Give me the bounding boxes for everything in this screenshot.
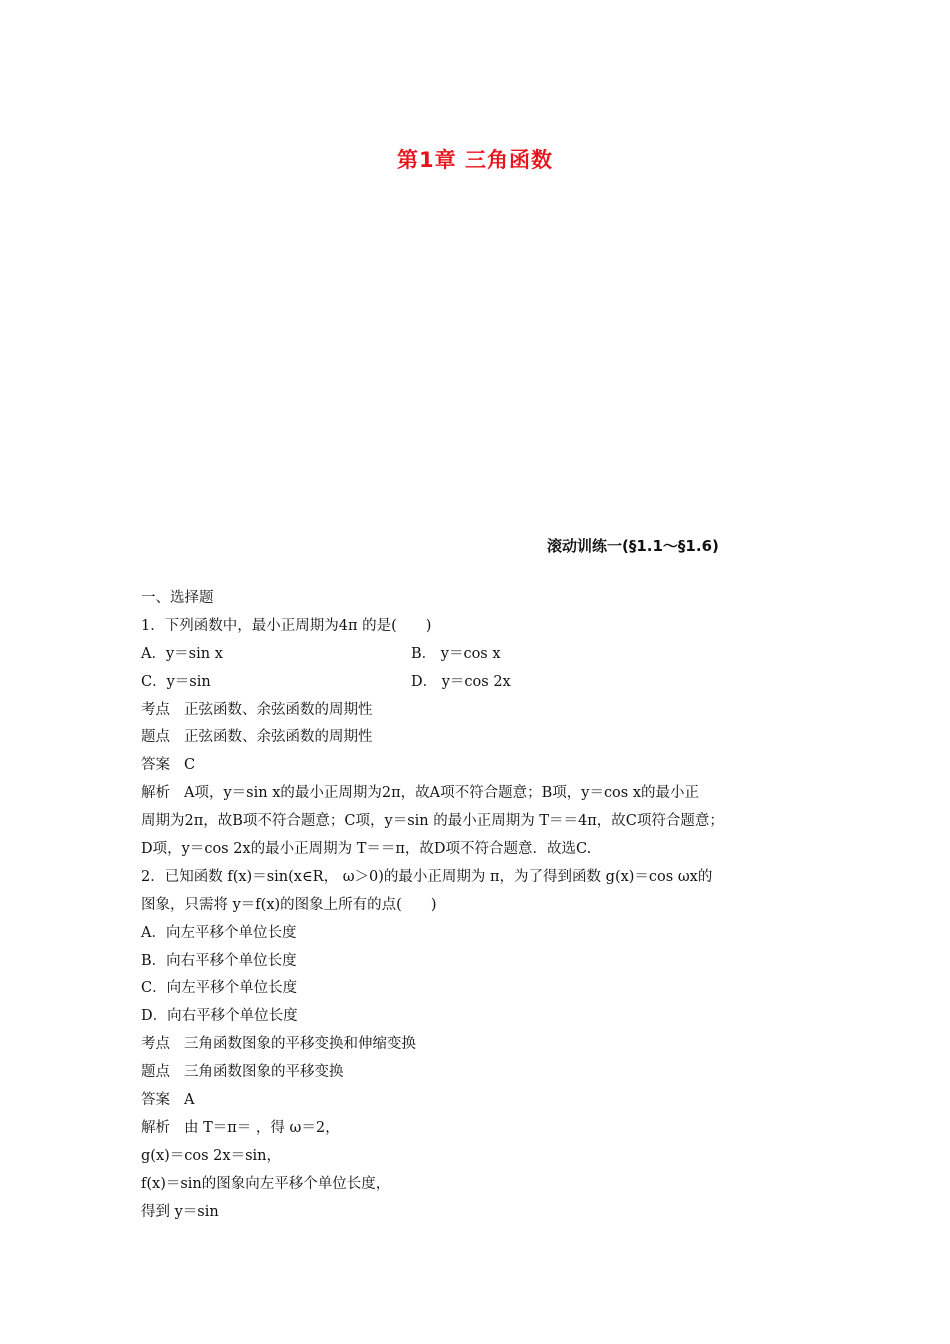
q1-analysis-line-1: [141, 780, 821, 808]
q1-options-row-1: [141, 641, 821, 669]
q2-kaodian: 三角函数图象的平移变换和伸缩变换: [184, 1036, 416, 1053]
q2-answer: A: [184, 1092, 195, 1109]
q1-stem: 1．下列函数中，最小正周期为4π 的是( ): [141, 617, 432, 634]
q2-analysis-3: f(x)＝sin的图象向左平移个单位长度，: [141, 1175, 391, 1192]
q2-kaodian-label: 考点: [141, 1036, 170, 1053]
q2-analysis-4: 得到 y＝sin: [141, 1203, 219, 1220]
q1-analysis-2: 周期为2π，故B项不符合题意；C项，y＝sin 的最小正周期为 T＝＝4π，故C项符合题意；: [141, 813, 724, 830]
q1-kaodian-label: 考点: [141, 701, 170, 718]
chapter-title: 第1章 三角函数: [397, 148, 553, 172]
q1-tidian-line: [141, 724, 821, 752]
q1-kaodian-line: [141, 697, 821, 725]
q2-analysis-2: g(x)＝cos 2x＝sin，: [141, 1147, 281, 1164]
q2-tidian: 三角函数图象的平移变换: [184, 1064, 344, 1081]
q2-analysis-label: 解析: [141, 1119, 170, 1136]
q2-tidian-line: [141, 1059, 821, 1087]
q1-kaodian: 正弦函数、余弦函数的周期性: [184, 701, 373, 718]
q2-analysis-line-1: [141, 1115, 821, 1143]
q1-option-d: D． y＝cos 2x: [411, 673, 511, 690]
q2-option-d: D．向右平移个单位长度: [141, 1008, 298, 1025]
q1-tidian-label: 题点: [141, 729, 170, 746]
q2-tidian-label: 题点: [141, 1064, 170, 1081]
q1-analysis-1: A项，y＝sin x的最小正周期为2π，故A项不符合题意；B项，y＝cos x的最小正: [184, 785, 700, 802]
q2-stem-2: 图象，只需将 y＝f(x)的图象上所有的点( ): [141, 896, 437, 913]
q1-options-row-2: [141, 669, 821, 697]
q1-answer: C: [184, 757, 196, 774]
q1-option-a: A．y＝sin x: [141, 645, 223, 662]
q2-answer-label: 答案: [141, 1092, 170, 1109]
q2-stem-1: 2．已知函数 f(x)＝sin(x∈R， ω＞0)的最小正周期为 π，为了得到函数 g(x)＝cos ωx的: [141, 868, 713, 885]
q2-answer-line: [141, 1087, 821, 1115]
q2-option-b: B．向右平移个单位长度: [141, 952, 297, 969]
part-heading: 一、选择题: [141, 590, 214, 606]
document-body: [141, 585, 821, 1226]
q2-analysis-1: 由 T＝π＝ ，得 ω＝2，: [184, 1119, 340, 1136]
q1-answer-label: 答案: [141, 757, 170, 774]
q1-option-c: C．y＝sin: [141, 673, 211, 690]
q1-analysis-label: 解析: [141, 785, 170, 802]
q1-tidian: 正弦函数、余弦函数的周期性: [184, 729, 373, 746]
section-heading: 滚动训练一(§1.1～§1.6): [547, 537, 719, 555]
q2-option-c: C．向左平移个单位长度: [141, 980, 298, 997]
q1-answer-line: [141, 752, 821, 780]
q1-option-b: B． y＝cos x: [411, 645, 501, 662]
q2-option-a: A．向左平移个单位长度: [141, 924, 297, 941]
q2-kaodian-line: [141, 1031, 821, 1059]
q1-analysis-3: D项，y＝cos 2x的最小正周期为 T＝＝π，故D项不符合题意．故选C.: [141, 841, 592, 858]
